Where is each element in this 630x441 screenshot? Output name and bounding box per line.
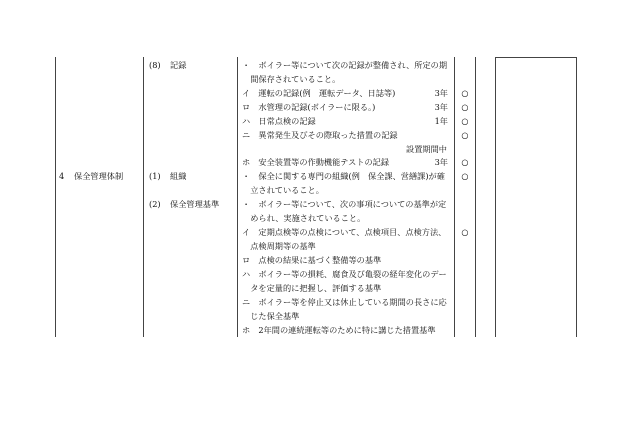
content-line: ・ 保全に関する専門の組織(例 保全課、営繕課)が確 — [242, 171, 445, 181]
content-line: ニ ボイラー等を停止又は休止している期間の長さに応 — [242, 297, 447, 307]
retention-period: 3年 — [434, 157, 448, 167]
content-line: ニ 異常発生及びその際取った措置の記録 — [242, 130, 398, 140]
check-mark: ○ — [461, 116, 469, 126]
check-mark: ○ — [461, 88, 469, 98]
content-line: ホ 安全装置等の作動機能テストの記録 — [242, 157, 390, 167]
content-line: タを定量的に把握し、評価する基準 — [242, 283, 382, 293]
retention-period-note: 設置期間中 — [406, 144, 447, 154]
sub-item-number: (8) — [149, 60, 161, 70]
section-label: 保全管理体制 — [74, 171, 124, 181]
sub-item-label: 保全管理基準 — [170, 199, 220, 209]
column-divider — [143, 57, 144, 337]
column-divider — [475, 57, 476, 337]
content-line: 間保存されていること。 — [242, 74, 341, 84]
check-mark: ○ — [461, 102, 469, 112]
content-line: じた保全基準 — [242, 311, 300, 321]
content-line: 点検周期等の基準 — [242, 241, 316, 251]
content-line: ロ 点検の結果に基づく整備等の基準 — [242, 255, 382, 265]
content-line: ホ 2年間の連続運転等のために特に講じた措置基準 — [242, 325, 436, 335]
content-line: ハ 日常点検の記録 — [242, 116, 316, 126]
content-line: められ、実施されていること。 — [242, 213, 366, 223]
check-mark: ○ — [461, 157, 469, 167]
sub-item-label: 記録 — [170, 60, 187, 70]
content-line: ・ ボイラー等について次の記録が整備され、所定の期 — [242, 60, 448, 70]
content-line: イ 定期点検等の点検について、点検項目、点検方法、 — [242, 227, 447, 237]
sub-item-label: 組織 — [170, 171, 187, 181]
content-line: ロ 水管理の記録(ボイラーに限る。) — [242, 102, 376, 112]
remarks-cell-top-border — [495, 57, 576, 58]
content-line: 立されていること。 — [242, 185, 324, 195]
section-number: 4 — [59, 171, 65, 181]
check-mark: ○ — [461, 227, 469, 237]
sub-item-number: (2) — [149, 199, 161, 209]
content-line: ・ ボイラー等について、次の事項についての基準が定 — [242, 199, 447, 209]
table-border-left — [55, 57, 56, 337]
check-mark: ○ — [461, 130, 469, 140]
retention-period: 1年 — [434, 116, 448, 126]
sub-item-number: (1) — [149, 171, 161, 181]
retention-period: 3年 — [434, 102, 448, 112]
column-divider — [495, 57, 496, 337]
content-line: イ 運転の記録(例 運転データ、日誌等) — [242, 88, 396, 98]
column-divider — [454, 57, 455, 337]
check-mark: ○ — [461, 171, 469, 181]
content-line: ハ ボイラー等の損耗、腐食及び亀裂の経年変化のデー — [242, 269, 447, 279]
retention-period: 3年 — [434, 88, 448, 98]
table-border-right — [576, 57, 577, 337]
column-divider — [237, 57, 238, 337]
